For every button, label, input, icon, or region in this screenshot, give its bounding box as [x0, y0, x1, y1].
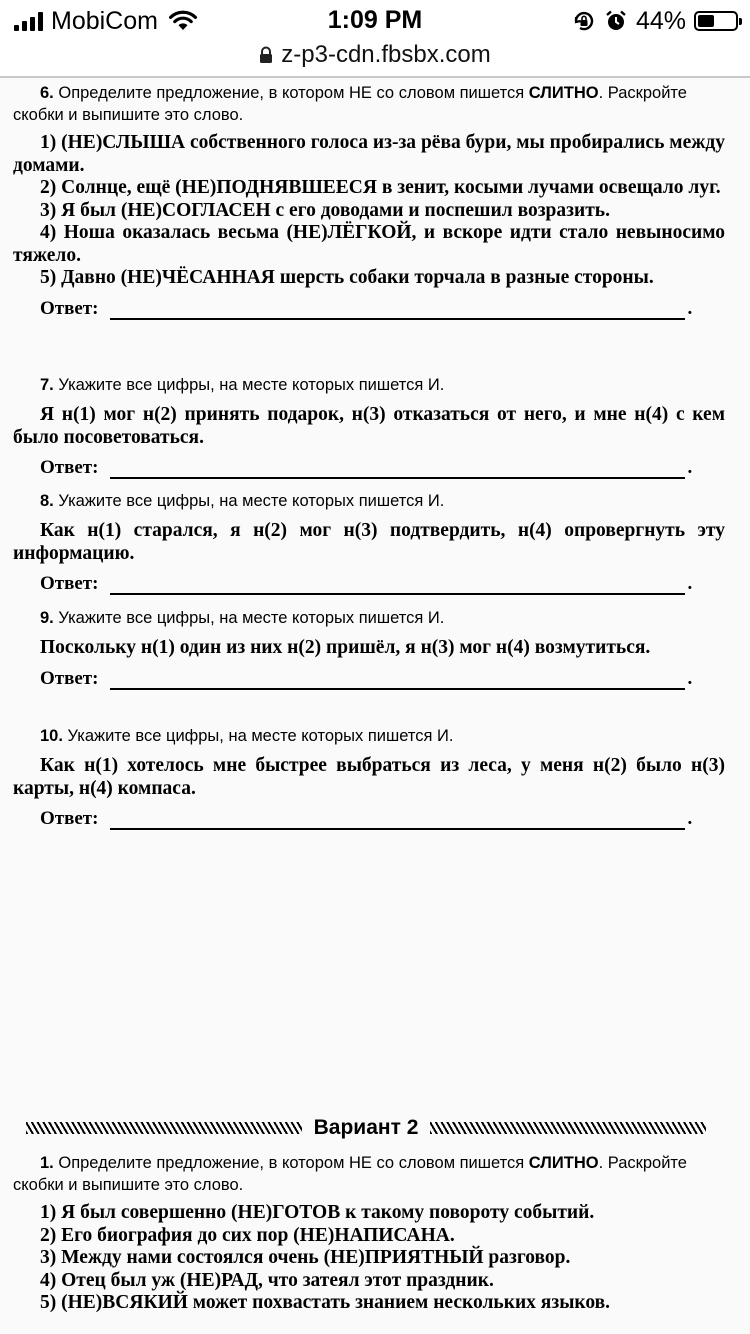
option-3: 3) Между нами состоялся очень (НЕ)ПРИЯТНЫЙ разговор. — [40, 1247, 571, 1268]
carrier-name: MobiCom — [51, 6, 158, 35]
lock-icon — [259, 46, 273, 64]
task-8 — [13, 490, 725, 595]
answer-label: Ответ: — [40, 297, 99, 319]
instruction-text-end: . Раскройте скобки и выпишите это слово. — [13, 1154, 687, 1194]
task-number: 6. — [40, 84, 54, 102]
clock: 1:09 PM — [327, 6, 423, 34]
option-4: 4) Ноша оказалась весьма (НЕ)ЛЁГКОЙ, и вскоре идти стало невыносимо тяжело. — [13, 222, 725, 266]
address-bar[interactable] — [0, 40, 750, 70]
task-7-instruction — [13, 374, 725, 396]
task-number: 8. — [40, 492, 54, 510]
answer-line[interactable] — [110, 304, 685, 320]
instruction-text-end: . Раскройте скобки и выпишите это слово. — [13, 84, 687, 124]
task-8-instruction — [13, 490, 725, 512]
task-7-text: Я н(1) мог н(2) принять подарок, н(3) отказаться от него, и мне н(4) с кем было посоветоваться. — [13, 404, 725, 448]
answer-row: Ответ: . — [40, 573, 693, 594]
alarm-icon — [604, 9, 628, 33]
answer-label: Ответ: — [40, 457, 99, 478]
answer-line[interactable] — [110, 579, 685, 595]
instruction-text: Укажите все цифры, на месте которых пишется И. — [58, 376, 445, 394]
instruction-text: Определите предложение, в котором НЕ со словом пишется — [58, 84, 525, 102]
option-5: 5) Давно (НЕ)ЧЁСАННАЯ шерсть собаки торчала в разные стороны. — [40, 267, 654, 288]
answer-line[interactable] — [110, 674, 685, 690]
task-number: 1. — [40, 1154, 54, 1172]
instruction-keyword: СЛИТНО — [528, 84, 599, 102]
option-4: 4) Отец был уж (НЕ)РАД, что затеял этот праздник. — [40, 1269, 494, 1291]
url-text: z-p3-cdn.fbsbx.com — [281, 41, 491, 68]
variant-title: Вариант 2 — [313, 1116, 419, 1139]
status-right — [572, 6, 738, 36]
answer-label: Ответ: — [40, 808, 99, 829]
instruction-text: Укажите все цифры, на месте которых пишется И. — [58, 609, 445, 627]
task-10 — [13, 725, 725, 830]
option-2: 2) Его биография до сих пор (НЕ)НАПИСАНА. — [40, 1224, 455, 1246]
task-number: 9. — [40, 609, 54, 627]
task-6 — [13, 82, 725, 320]
answer-row: Ответ: . — [40, 808, 693, 829]
task-number: 10. — [40, 727, 63, 745]
hatch-left — [26, 1122, 302, 1134]
task-6-instruction — [13, 82, 725, 126]
option-1: 1) (НЕ)СЛЫША собственного голоса из-за рёва бури, мы пробирались между домами. — [13, 132, 725, 176]
task-9-text: Поскольку н(1) один из них н(2) пришёл, я н(3) мог н(4) возмутиться. — [40, 637, 651, 658]
answer-row: Ответ: . — [40, 297, 693, 319]
answer-line[interactable] — [110, 463, 685, 479]
instruction-text: Укажите все цифры, на месте которых пишется И. — [58, 492, 445, 510]
answer-label: Ответ: — [40, 573, 99, 594]
battery-percent: 44% — [635, 6, 686, 35]
option-2: 2) Солнце, ещё (НЕ)ПОДНЯВШЕЕСЯ в зенит, косыми лучами освещало луг. — [40, 177, 721, 198]
option-3: 3) Я был (НЕ)СОГЛАСЕН с его доводами и поспешил возразить. — [40, 199, 610, 221]
hatch-right — [430, 1122, 706, 1134]
battery-icon — [694, 11, 738, 31]
task-1-options — [13, 1202, 725, 1315]
option-5: 5) (НЕ)ВСЯКИЙ может похвастать знанием нескольких языков. — [40, 1292, 611, 1313]
status-bar — [0, 0, 750, 40]
instruction-keyword: СЛИТНО — [528, 1154, 599, 1172]
option-1: 1) Я был совершенно (НЕ)ГОТОВ к такому повороту событий. — [40, 1202, 595, 1223]
rotation-lock-icon — [572, 9, 596, 33]
task-7 — [13, 374, 725, 479]
instruction-text: Укажите все цифры, на месте которых пишется И. — [67, 727, 454, 745]
answer-row: Ответ: . — [40, 667, 693, 689]
task-10-instruction — [13, 725, 725, 747]
task-10-text: Как н(1) хотелось мне быстрее выбраться из леса, у меня н(2) было н(3) карты, н(4) компаса. — [13, 755, 725, 799]
variant-2-task-1 — [13, 1152, 725, 1315]
answer-line[interactable] — [110, 814, 685, 830]
task-number: 7. — [40, 376, 54, 394]
task-1-instruction — [13, 1152, 725, 1196]
task-9 — [13, 607, 725, 690]
task-8-text: Как н(1) старался, я н(2) мог н(3) подтвердить, н(4) опровергнуть эту информацию. — [13, 520, 725, 564]
document-page[interactable] — [0, 78, 750, 1334]
answer-label: Ответ: — [40, 667, 99, 689]
task-6-options — [13, 132, 725, 290]
task-9-instruction — [13, 607, 725, 629]
instruction-text: Определите предложение, в котором НЕ со словом пишется — [58, 1154, 525, 1172]
variant-header — [26, 1116, 706, 1140]
answer-row: Ответ: . — [40, 457, 693, 478]
